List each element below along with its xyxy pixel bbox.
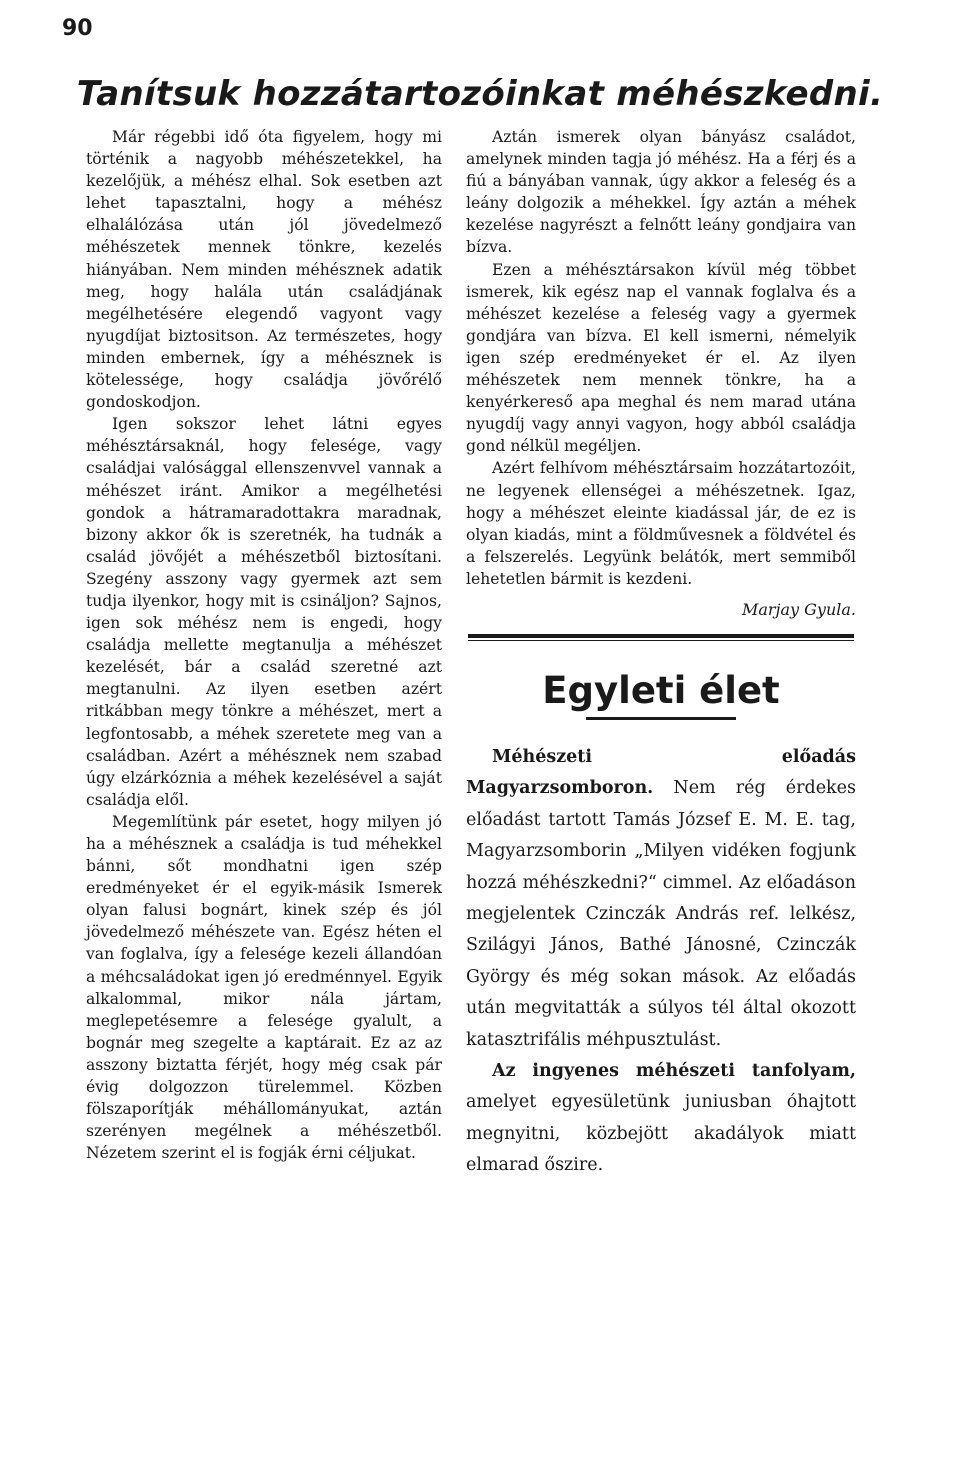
title-underline	[586, 717, 736, 720]
left-column	[86, 126, 442, 1164]
news-lead: Méhészeti előadás Magyarzsomboron.	[466, 746, 856, 799]
paragraph: Már régebbi idő óta figyelem, hogy mi történik a nagyobb méhészetekkel, ha kezelőjük, a méhész elhal. Sok esetben azt lehet tapasztalni, hogy a méhész elhalálózása után jól jövedelmező méhészetek mennek tönkre, kezelés hiányában. Nem minden méhésznek adatik meg, hogy halála után családjának megélhetésére elegendő vagyont vagy nyugdíjat biztositson. Az természetes, hogy minden embernek, így a méhésznek is kötelessége, hogy családja jövőrélő gondoskodjon.	[86, 128, 442, 412]
divider	[468, 634, 854, 641]
news-lead: Az ingyenes méhészeti tanfolyam,	[492, 1061, 856, 1082]
page-number: 90	[62, 16, 93, 41]
author-signature: Marjay Gyula.	[741, 599, 856, 619]
news-item	[466, 1056, 856, 1182]
news-item	[466, 742, 856, 1056]
paragraph: Ezen a méhésztársakon kívül még többet ismerek, kik egész nap el vannak foglalva és a méhészet kezelése a feleség vagy a gyermek gondjára van bízva. El kell ismerni, némelyik igen szép eredményeket ér el. Az ilyen méhészetek nem mennek tönkre, ha a kenyérkereső apa meghal és nem marad utána nyugdíj vagy annyi vagyon, hogy abból családja gond nélkül megéljen.	[466, 260, 856, 456]
paragraph: Aztán ismerek olyan bányász családot, amelynek minden tagja jó méhész. Ha a férj és a fiú a bányában vannak, úgy akkor a feleség és a leány dolgozik a méhekkel. Így aztán a méhek kezelése nagyrészt a felnőtt leány gondjaira van bízva.	[466, 128, 856, 257]
section-title: Egyleti élet	[542, 668, 780, 712]
paragraph: Azért felhívom méhésztársaim hozzátartozóit, ne legyenek ellenségei a méhészetnek. Igaz, hogy a méhészet eleinte kiadással jár, de ez is olyan kiadás, mint a földművesnek a földvétel és a felszerelés. Legyünk belátók, mert semmiből lehetetlen bármit is kezdeni.	[466, 459, 856, 588]
paragraph: Megemlítünk pár esetet, hogy milyen jó ha a méhésznek a családja is tud méhekkel bánni, sőt mondhatni igen szép eredményeket ér el egyik-másik Ismerek olyan falusi bognárt, kinek szép és jól jövedelmező méhészete van. Egész héten el van foglalva, így a felesége kezeli állandóan a méhcsaládokat igen jó eredménnyel. Egyik alkalommal, mikor nála jártam, meglepetésemre a felesége gyalult, a bognár meg szegelte a kaptárait. Ez az az asszony biztatta férjét, hogy még csak pár évig dolgozzon türelemmel. Közben fölszaporítják méhállományukat, aztán szerényen megélnek a méhészetből. Nézetem szerint el is fogják érni céljukat.	[86, 812, 442, 1163]
news-text: Nem rég érdekes előadást tartott Tamás József E. M. E. tag, Magyarzsomborin „Milyen vidéken fogjunk hozzá méhészkedni?“ cimmel. Az előadáson megjelentek Czinczák András ref. lelkész, Szilágyi János, Bathé Jánosné, Czinczák György és még sokan mások. Az előadás után megvitatták a súlyos tél által okozott katasztrifális méhpusztulást.	[466, 778, 856, 1050]
right-column	[466, 126, 856, 1182]
paragraph: Igen sokszor lehet látni egyes méhésztársaknál, hogy felesége, vagy családjai valósággal ellenszenvvel vannak a méhészet iránt. Amikor a megélhetési gondok a hátramaradottakra maradnak, bizony akkor ők is szeretnék, ha tudnák a család jövőjét a méhészetből biztosítani. Szegény asszony vagy gyermek azt sem tudja ilyenkor, hogy mit is csináljon? Sajnos, igen sok méhész nem is engedi, hogy családja mellette megtanulja a méhészet kezelését, bár a család szeretné azt megtanulni. Az ilyen esetben azért ritkábban megy tönkre a méhészet, mert a legfontosabb, a méhek szeretete meg van a családban. Azért a méhésznek nem szabad úgy elzárkóznia a méhek kezelésével a saját családja elől.	[86, 415, 442, 809]
article-title: Tanítsuk hozzátartozóinkat méhészkedni.	[76, 74, 884, 114]
news-section	[466, 742, 856, 1182]
news-text: amelyet egyesületünk juniusban óhajtott megnyitni, közbejött akadályok miatt elmarad őszire.	[466, 1092, 856, 1176]
